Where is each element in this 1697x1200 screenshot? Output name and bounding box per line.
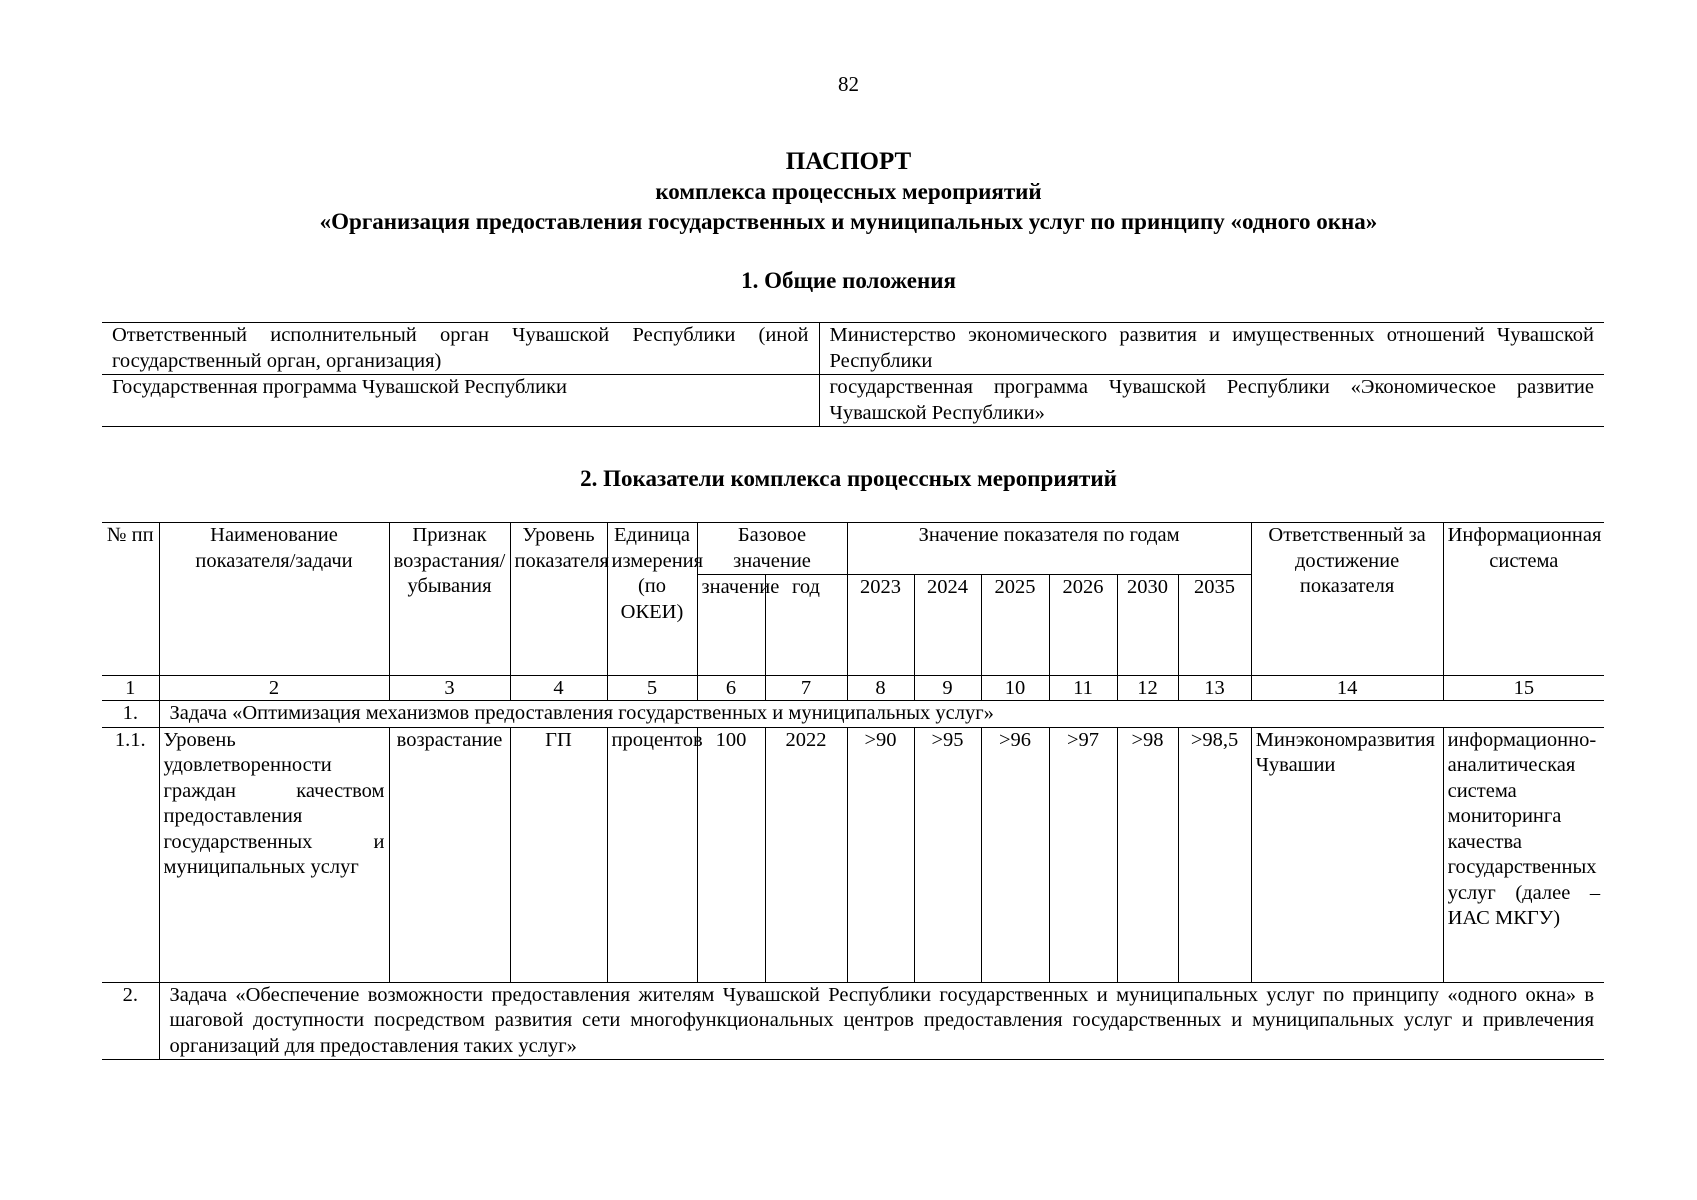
column-number: 14 bbox=[1251, 676, 1443, 701]
header-year: 2024 bbox=[914, 575, 981, 676]
header-level: Уровень показателя bbox=[510, 523, 607, 676]
indicator-level: ГП bbox=[510, 727, 607, 982]
task-text: Задача «Обеспечение возможности предоставления жителям Чувашской Республики государственных и муниципальных услуг по принципу «одного окна» в шаговой доступности посредством развития сети многофункциональных центров предоставления государственных и муниципальных услуг и привлечения организаций для предоставления таких услуг» bbox=[159, 982, 1604, 1060]
header-num: № пп bbox=[102, 523, 159, 676]
row-label: Ответственный исполнительный орган Чувашской Республики (иной государственный орган, организация) bbox=[112, 324, 809, 372]
indicator-unit: процентов bbox=[607, 727, 697, 982]
header-name: Наименование показателя/задачи bbox=[159, 523, 389, 676]
column-number: 10 bbox=[981, 676, 1049, 701]
header-year: 2023 bbox=[847, 575, 914, 676]
header-unit: Единица измерения (по ОКЕИ) bbox=[607, 523, 697, 676]
column-number: 11 bbox=[1049, 676, 1117, 701]
row-label: Государственная программа Чувашской Республики bbox=[112, 376, 568, 398]
column-number: 12 bbox=[1117, 676, 1178, 701]
header-year: 2035 bbox=[1178, 575, 1251, 676]
indicator-info-system: информационно-аналитическая система мониторинга качества государственных услуг (далее – ИАС МКГУ) bbox=[1443, 727, 1604, 982]
table-row bbox=[102, 323, 1604, 375]
header-base-value: значение bbox=[697, 575, 765, 676]
indicator-row bbox=[102, 727, 1604, 982]
title-line-1: ПАСПОРТ bbox=[785, 148, 912, 175]
indicator-value: >98,5 bbox=[1178, 727, 1251, 982]
indicator-name: Уровень удовлетворенности граждан качеством предоставления государственных и муниципальных услуг bbox=[159, 727, 389, 982]
indicator-value: >96 bbox=[981, 727, 1049, 982]
column-number: 6 bbox=[697, 676, 765, 701]
column-number: 3 bbox=[389, 676, 510, 701]
indicator-value: >97 bbox=[1049, 727, 1117, 982]
header-year: 2030 bbox=[1117, 575, 1178, 676]
column-number: 9 bbox=[914, 676, 981, 701]
page-number: 82 bbox=[838, 72, 859, 96]
task-text: Задача «Оптимизация механизмов предоставления государственных и муниципальных услуг» bbox=[159, 701, 1604, 728]
task-row bbox=[102, 701, 1604, 728]
task-num: 1. bbox=[102, 701, 159, 728]
row-value: Министерство экономического развития и имущественных отношений Чувашской Республики bbox=[819, 323, 1604, 375]
column-number: 2 bbox=[159, 676, 389, 701]
indicator-value: >90 bbox=[847, 727, 914, 982]
section-2-title: 2. Показатели комплекса процессных мероприятий bbox=[580, 466, 1117, 491]
header-responsible: Ответственный за достижение показателя bbox=[1251, 523, 1443, 676]
indicator-responsible: Минэкономразвития Чувашии bbox=[1251, 727, 1443, 982]
indicators-table bbox=[102, 522, 1604, 1060]
header-year: 2026 bbox=[1049, 575, 1117, 676]
table-row bbox=[102, 375, 1604, 427]
column-number: 4 bbox=[510, 676, 607, 701]
general-provisions-table bbox=[102, 322, 1604, 427]
indicator-sign: возрастание bbox=[389, 727, 510, 982]
row-value: государственная программа Чувашской Республики «Экономическое развитие Чувашской Республики» bbox=[819, 375, 1604, 427]
header-year: 2025 bbox=[981, 575, 1049, 676]
indicator-base-year: 2022 bbox=[765, 727, 847, 982]
column-number: 13 bbox=[1178, 676, 1251, 701]
column-number: 8 bbox=[847, 676, 914, 701]
header-sign: Признак возрастания/убывания bbox=[389, 523, 510, 676]
column-numbers-row bbox=[102, 676, 1604, 701]
title-line-3: «Организация предоставления государственных и муниципальных услуг по принципу «одного окна» bbox=[319, 209, 1378, 234]
header-years-group: Значение показателя по годам bbox=[847, 523, 1251, 575]
indicator-num: 1.1. bbox=[102, 727, 159, 982]
task-num: 2. bbox=[102, 982, 159, 1060]
header-base: Базовое значение bbox=[697, 523, 847, 575]
column-number: 15 bbox=[1443, 676, 1604, 701]
indicator-value: >95 bbox=[914, 727, 981, 982]
indicator-base-value: 100 bbox=[697, 727, 765, 982]
header-base-year: год bbox=[765, 575, 847, 676]
task-row bbox=[102, 982, 1604, 1060]
header-row bbox=[102, 523, 1604, 575]
column-number: 1 bbox=[102, 676, 159, 701]
header-info-system: Информационная система bbox=[1443, 523, 1604, 676]
column-number: 7 bbox=[765, 676, 847, 701]
title-line-2: комплекса процессных мероприятий bbox=[655, 179, 1042, 204]
section-1-title: 1. Общие положения bbox=[741, 268, 956, 293]
column-number: 5 bbox=[607, 676, 697, 701]
document-title bbox=[0, 147, 1697, 237]
indicator-value: >98 bbox=[1117, 727, 1178, 982]
